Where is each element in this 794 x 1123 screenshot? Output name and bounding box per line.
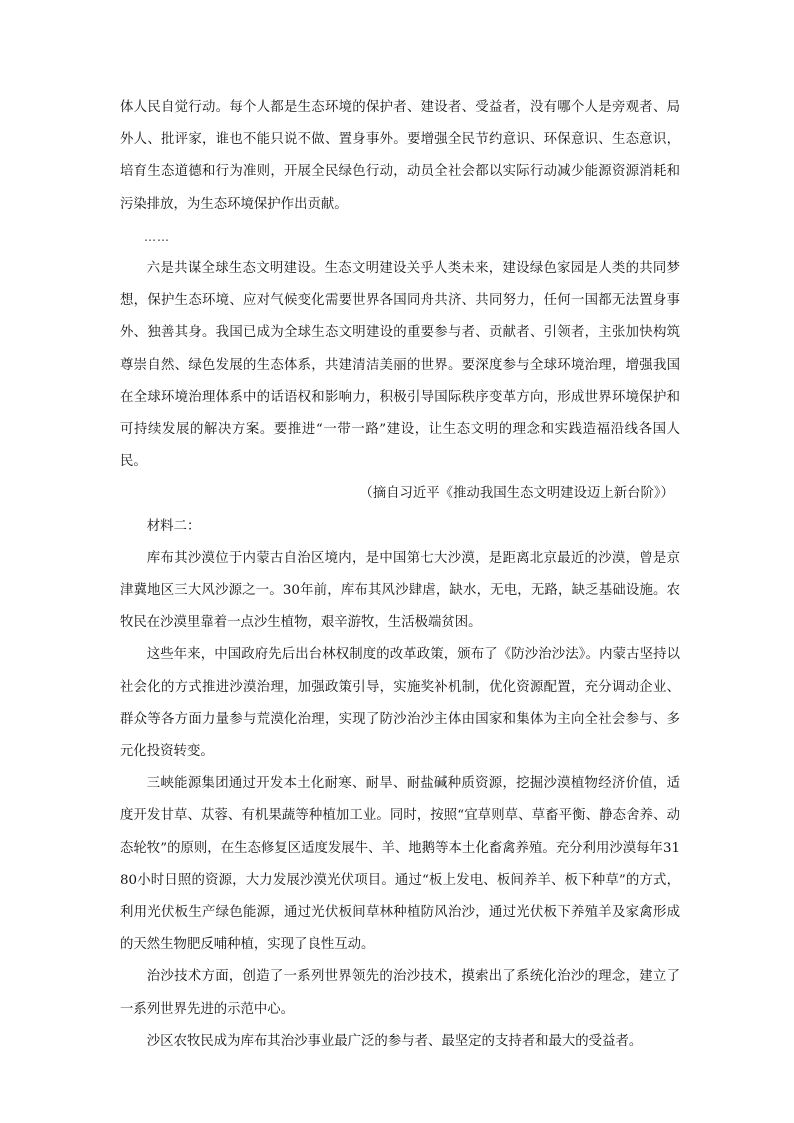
- section-heading-material-2: 材料二：: [146, 518, 201, 534]
- paragraph-continued: 体人民自觉行动。每个人都是生态环境的保护者、建设者、受益者，没有哪个人是旁观者、局外人、批评家，谁也不能只说不做、置身事外。要增强全民节约意识、环保意识、生态意识，培育生态道德和行为准则，开展全民绿色行动，动员全社会都以实际行动减少能源资源消耗和污染排放，为生态环境保护作出贡献。: [120, 100, 680, 212]
- paragraph-global-ecology: 六是共谋全球生态文明建设。生态文明建设关乎人类未来，建设绿色家园是人类的共同梦想，保护生态环境、应对气候变化需要世界各国同舟共济、共同努力，任何一国都无法置身事外、独善其身。我国已成为全球生态文明建设的重要参与者、贡献者、引领者，主张加快构筑尊崇自然、绿色发展的生态体系，共建清洁美丽的世界。要深度参与全球环境治理，增强我国在全球环境治理体系中的话语权和影响力，积极引导国际秩序变革方向，形成世界环境保护和可持续发展的解决方案。要推进“一带一路”建设，让生态文明的理念和实践造福沿线各国人民。: [120, 261, 680, 470]
- paragraph-three-gorges: 三峡能源集团通过开发本土化耐寒、耐旱、耐盐碱种质资源，挖掘沙漠植物经济价值，适度开发甘草、苁蓉、有机果蔬等种植加工业。同时，按照“宜草则草、草畜平衡、静态舍养、动态轮牧”的原则，在生态修复区适度发展牛、羊、地鹅等本土化畜禽养殖。充分利用沙漠每年3180小时日照的资源，大力发展沙漠光伏项目。通过“板上发电、板间养羊、板下种草”的方式，利用光伏板生产绿色能源，通过光伏板间草林种植防风治沙，通过光伏板下养殖羊及家禽形成的天然生物肥反哺种植，实现了良性互动。: [120, 776, 680, 953]
- paragraph-ellipsis: ……: [144, 229, 170, 244]
- paragraph-kubuqi-desert: 库布其沙漠位于内蒙古自治区境内，是中国第七大沙漠，是距离北京最近的沙漠，曾是京津冀地区三大风沙源之一。30年前，库布其风沙肆虐，缺水，无电，无路，缺乏基础设施。农牧民在沙漠里靠着一点沙生植物，艰辛游牧，生活极端贫困。: [120, 550, 680, 631]
- paragraph-policy-reform: 这些年来，中国政府先后出台林权制度的改革政策，颁布了《防沙治沙法》。内蒙古坚持以社会化的方式推进沙漠治理，加强政策引导，实施奖补机制，优化资源配置，充分调动企业、群众等各方面力量参与荒漠化治理，实现了防沙治沙主体由国家和集体为主向全社会参与、多元化投资转变。: [120, 647, 680, 760]
- source-citation: （摘自习近平《推动我国生态文明建设迈上新台阶》）: [359, 486, 674, 502]
- paragraph-sand-control-tech: 治沙技术方面，创造了一系列世界领先的治沙技术，摸索出了系统化治沙的理念，建立了一系列世界先进的示范中心。: [120, 969, 680, 1017]
- document-page: [120, 92, 680, 1058]
- paragraph-farmers: 沙区农牧民成为库布其治沙事业最广泛的参与者、最坚定的支持者和最大的受益者。: [146, 1033, 643, 1049]
